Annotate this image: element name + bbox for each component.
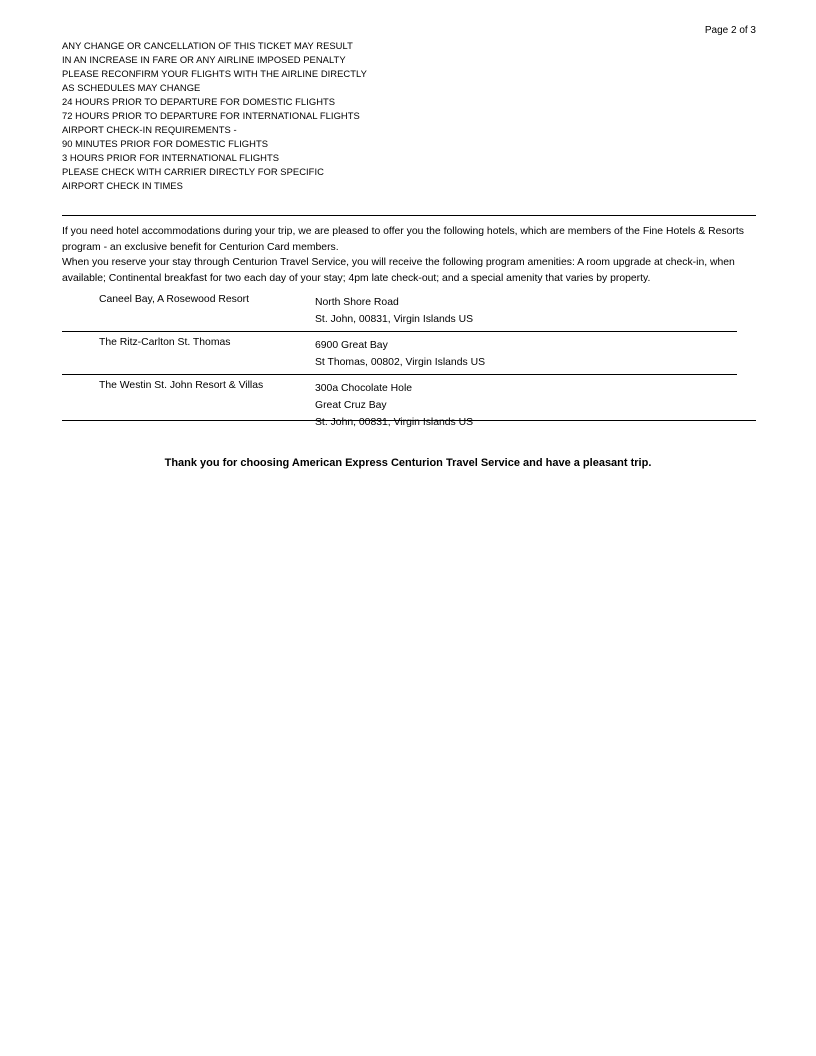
notice-line: 72 HOURS PRIOR TO DEPARTURE FOR INTERNATIONAL FLIGHTS	[62, 110, 360, 121]
hotel-name: The Ritz-Carlton St. Thomas	[99, 337, 231, 348]
section-divider-bottom	[62, 420, 756, 421]
intro-paragraph: When you reserve your stay through Centurion Travel Service, you will receive the following program amenities: A room upgrade at check-in, when available; Continental breakfast for two each day of your stay; 4pm late check-out; and a special amenity that varies by property.	[62, 257, 735, 284]
address-line: St. John, 00831, Virgin Islands US	[315, 314, 474, 325]
notice-line: AIRPORT CHECK IN TIMES	[62, 180, 183, 191]
hotel-intro	[62, 224, 756, 286]
address-line: St Thomas, 00802, Virgin Islands US	[315, 357, 485, 368]
notice-line: PLEASE RECONFIRM YOUR FLIGHTS WITH THE AIRLINE DIRECTLY	[62, 68, 367, 79]
hotel-row	[62, 289, 737, 332]
address-line: 6900 Great Bay	[315, 340, 388, 351]
notice-line: IN AN INCREASE IN FARE OR ANY AIRLINE IMPOSED PENALTY	[62, 54, 346, 65]
hotel-name: Caneel Bay, A Rosewood Resort	[99, 294, 249, 305]
notice-line: AS SCHEDULES MAY CHANGE	[62, 82, 201, 93]
address-line: North Shore Road	[315, 297, 399, 308]
closing-message: Thank you for choosing American Express Centurion Travel Service and have a pleasant trip.	[164, 457, 652, 469]
notice-line: 24 HOURS PRIOR TO DEPARTURE FOR DOMESTIC FLIGHTS	[62, 96, 336, 107]
address-line: 300a Chocolate Hole	[315, 383, 413, 394]
notice-line: 3 HOURS PRIOR FOR INTERNATIONAL FLIGHTS	[62, 152, 280, 163]
ticket-notices	[62, 39, 367, 193]
hotel-name: The Westin St. John Resort & Villas	[99, 380, 264, 391]
hotel-row	[62, 332, 737, 375]
page-number: Page 2 of 3	[704, 25, 756, 36]
hotel-address	[315, 289, 737, 331]
intro-paragraph: If you need hotel accommodations during your trip, we are pleased to offer you the following hotels, which are members of the Fine Hotels & Resorts program - an exclusive benefit for Centurion Card members.	[62, 226, 744, 253]
notice-line: ANY CHANGE OR CANCELLATION OF THIS TICKET MAY RESULT	[62, 40, 353, 51]
hotel-address	[315, 332, 737, 374]
notice-line: AIRPORT CHECK-IN REQUIREMENTS -	[62, 124, 237, 135]
hotel-row	[62, 375, 756, 434]
notice-line: PLEASE CHECK WITH CARRIER DIRECTLY FOR SPECIFIC	[62, 166, 324, 177]
address-line: St. John, 00831, Virgin Islands US	[315, 417, 474, 428]
notice-line: 90 MINUTES PRIOR FOR DOMESTIC FLIGHTS	[62, 138, 269, 149]
hotel-address	[315, 375, 756, 434]
address-line: Great Cruz Bay	[315, 400, 387, 411]
section-divider-top	[62, 215, 756, 216]
hotel-table	[62, 289, 756, 434]
